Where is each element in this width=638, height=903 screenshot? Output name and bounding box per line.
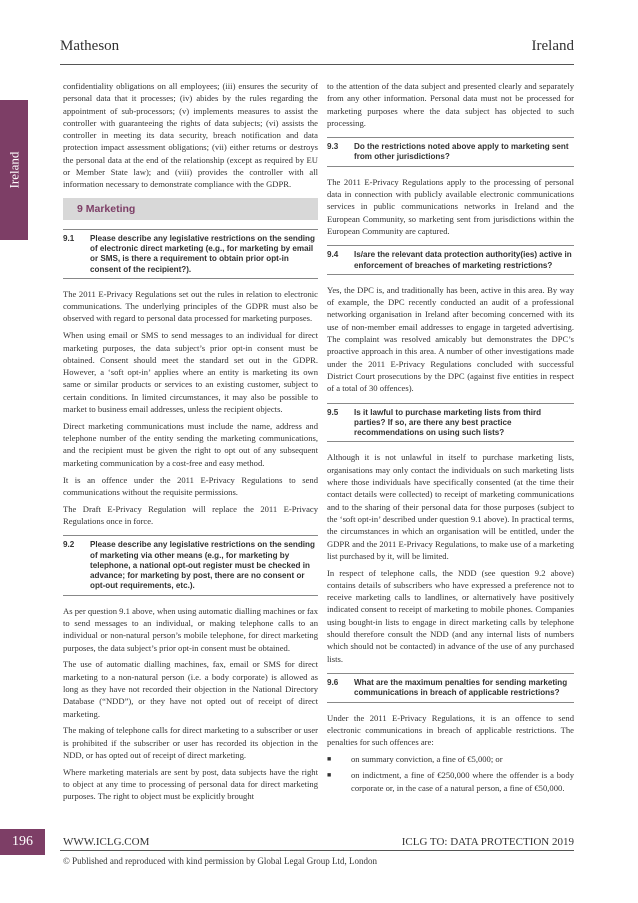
header-jurisdiction: Ireland xyxy=(531,38,574,54)
question-text: Please describe any legislative restrictions on the sending of marketing via other means (e.g., for marketing by telephone, a national opt-out register must be checked in advance; for marketing by post, there are no consent or opt-out requirements, etc.). xyxy=(90,540,315,591)
answer-paragraph: In respect of telephone calls, the NDD (see question 9.2 above) contains details of subscribers who have expressed a preference not to receive marketing calls to landlines, or alternatively have positively indicated consent to receipt of marketing to mobile phones. Companies using bought-in lists to engage in direct marketing calls by telephone should therefore consult the NDD (and any internal lists of numbers which should not be contacted) in advance of the use of any purchased lists. xyxy=(327,567,574,664)
answer-paragraph: When using email or SMS to send messages to an individual for direct marketing purposes, the data subject’s prior opt-in consent must be obtained. Consent should meet the standard set out in the GDPR. However, a ‘soft opt-in’ applies where an entity is marketing its own same or similar products or services to an existing customer, subject to certain conditions. In limited circumstances, it may also be possible to market to business email addresses, unless the recipient objects. xyxy=(63,330,318,415)
footer-url: WWW.ICLG.COM xyxy=(63,836,150,848)
header-firm-name: Matheson xyxy=(60,38,120,54)
bullet-square-icon: ■ xyxy=(327,771,332,780)
bullet-square-icon: ■ xyxy=(327,754,332,763)
question-text: What are the maximum penalties for sending marketing communications in breach of applicable restrictions? xyxy=(354,677,568,698)
question-9-2 xyxy=(63,535,318,595)
list-item xyxy=(327,753,574,765)
answer-paragraph: Yes, the DPC is, and traditionally has been, active in this area. By way of example, the DPC recently conducted an audit of a professional networking organisation in Ireland after becoming concerned with its use of non-member email addresses to engage in targeted advertising. The complaint was resolved amicably but demonstrates the DPC’s proactive approach in this area. A number of other investigations made under the 2011 E-Privacy Regulations concluded with successful District Court prosecutions by the DPC (against five entities in respect of a total of 30 offences). xyxy=(327,284,574,394)
question-number: 9.5 xyxy=(327,407,339,417)
question-text: Do the restrictions noted above apply to marketing sent from other jurisdictions? xyxy=(354,142,569,162)
left-intro: confidentiality obligations on all employees; (iii) ensures the security of personal data that it processes; (iv) abides by the rules regarding the appointment of sub-processors; (v) implements measures to assist the controller with guaranteeing the rights of data subjects; (vi) assists the controller in meeting its data security, breach notification and data protection impact assessment obligations; (vii) either returns or destroys the personal data at the end of the relationship (except as required by EU or Member State law); and (viii) provides the controller with all information necessary to demonstrate compliance with the GDPR. xyxy=(63,81,318,190)
question-number: 9.6 xyxy=(327,677,339,687)
footer-divider xyxy=(60,850,574,851)
question-number: 9.4 xyxy=(327,250,339,260)
section-heading xyxy=(63,198,318,220)
list-item-text: on indictment, a fine of €250,000 where the offender is a body corporate or, in the case of a natural person, a fine of €50,000. xyxy=(351,770,574,793)
answer-paragraph: The 2011 E-Privacy Regulations apply to the processing of personal data in connection with publicly available electronic communications services in public communications networks in Ireland and the European Community, so marketing sent from jurisdictions within the European Community are captured. xyxy=(327,176,574,236)
question-text: Please describe any legislative restrictions on the sending of electronic direct marketing (e.g., for marketing by email or SMS, is there a requirement to obtain prior opt-in consent of the recipient?). xyxy=(90,233,315,274)
question-9-6 xyxy=(327,673,574,703)
question-9-4 xyxy=(327,245,574,275)
answer-paragraph: Where marketing materials are sent by post, data subjects have the right to object at any time to processing of personal data for direct marketing purposes. The right to object must be explicitly brought xyxy=(63,766,318,802)
answer-paragraph: The making of telephone calls for direct marketing to a subscriber or user is prohibited if the subscriber or user has recorded its objection in the NDD, or has opted out of receipt of direct marketing. xyxy=(63,725,318,760)
answer-paragraph: Although it is not unlawful in itself to purchase marketing lists, organisations may only contact the individuals on such marketing lists where those individuals have specifically consented (at the time their contact details were collected) to receipt of marketing communications and to the sharing of their personal data for those purposes (subject to the ‘soft opt-in’ described under question 9.1 above). In practical terms, the circumstances in which an organisation will be entitled, under the GDPR and the 2011 E-Privacy Regulations, to make use of a marketing list purchased by it, will be limited. xyxy=(327,452,574,561)
question-text: Is it lawful to purchase marketing lists from third parties? If so, are there any best practice recommendations on using such lists? xyxy=(354,407,542,438)
question-number: 9.1 xyxy=(63,233,75,243)
left-column xyxy=(63,80,318,807)
question-number: 9.3 xyxy=(327,142,339,152)
page-number: 196 xyxy=(0,829,45,855)
answer-paragraph: The Draft E-Privacy Regulation will replace the 2011 E-Privacy Regulations once in force. xyxy=(63,503,318,526)
question-text: Is/are the relevant data protection authority(ies) active in enforcement of breaches of marketing restrictions? xyxy=(354,250,572,270)
answer-paragraph: As per question 9.1 above, when using automatic dialling machines or fax to send messages to an individual, or making telephone calls to an individual or non-natural person’s mobile telephone, for direct marketing purposes, the data subject’s prior opt-in consent must be obtained. xyxy=(63,605,318,653)
header-divider xyxy=(60,64,574,65)
side-tab-label-wrap xyxy=(0,100,28,240)
footer-guide-title: ICLG TO: DATA PROTECTION 2019 xyxy=(401,836,574,848)
side-tab-label: Ireland xyxy=(6,151,21,189)
question-9-3 xyxy=(327,137,574,167)
question-9-1 xyxy=(63,229,318,279)
right-column xyxy=(327,80,574,798)
question-number: 9.2 xyxy=(63,540,75,550)
list-item xyxy=(327,769,574,794)
answer-paragraph: Under the 2011 E-Privacy Regulations, it is an offence to send electronic communications in breach of applicable restrictions. The penalties for such offences are: xyxy=(327,712,574,748)
answer-paragraph: The use of automatic dialling machines, fax, email or SMS for direct marketing to a non-natural person (i.e. a body corporate) is allowed as long as they have not recorded their objection in the National Directory Database (“NDD”), or they have not opted out of receipt of direct marketing. xyxy=(63,659,318,719)
answer-paragraph: It is an offence under the 2011 E-Privacy Regulations to send communications without the requisite permissions. xyxy=(63,474,318,497)
answer-paragraph: The 2011 E-Privacy Regulations set out the rules in relation to electronic communications. The underlying principles of the GDPR must also be observed with regard to personal data processed for marketing purposes. xyxy=(63,288,318,324)
footer-copyright: © Published and reproduced with kind permission by Global Legal Group Ltd, London xyxy=(63,856,378,866)
list-item-text: on summary conviction, a fine of €5,000; or xyxy=(351,753,503,764)
answer-paragraph: Direct marketing communications must include the name, address and telephone number of the entity sending the marketing communications, and the recipient must be given the right to opt out of any subsequent marketing communication by a cost-free and easy method. xyxy=(63,420,318,468)
section-title: 9 Marketing xyxy=(77,202,136,215)
right-intro: to the attention of the data subject and presented clearly and separately from any other information. Personal data must not be processed for marketing purposes where the data subject has objected to such processing. xyxy=(327,81,574,128)
question-9-5 xyxy=(327,403,574,443)
